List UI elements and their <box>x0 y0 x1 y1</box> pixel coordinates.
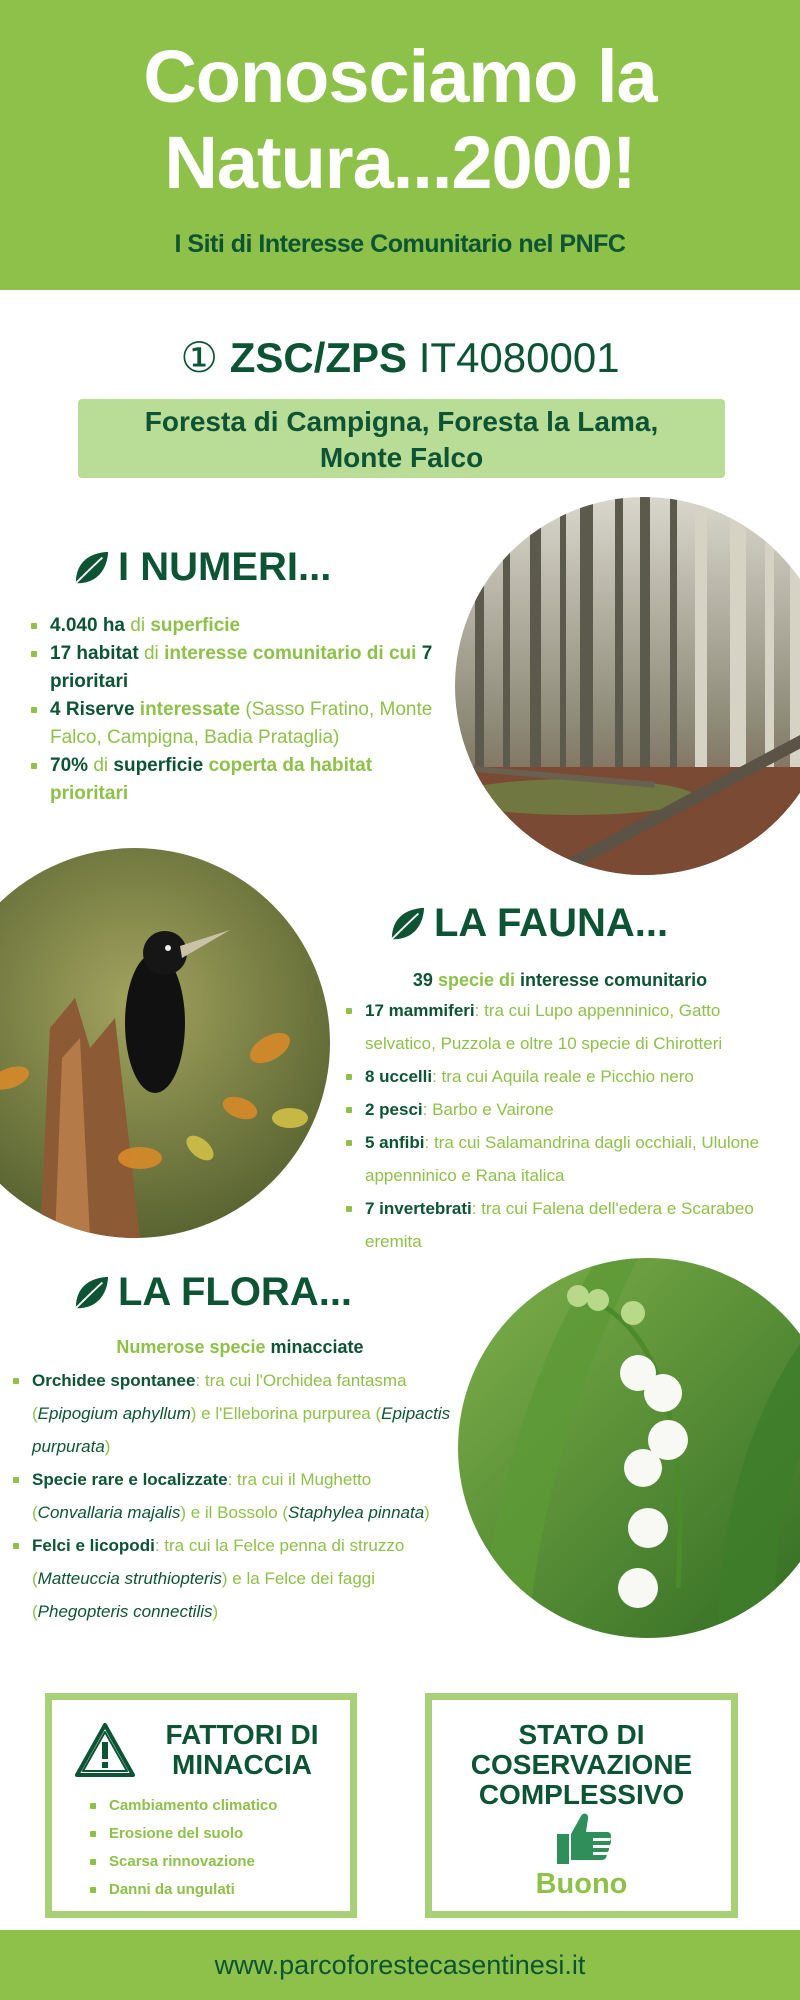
flora-text: : tra cui l'Orchidea fantasma ( <box>32 1371 407 1423</box>
numeri-keyword: superficie <box>150 615 241 636</box>
fauna-list <box>343 994 763 1258</box>
flora-text: : tra cui la Felce penna di struzzo ( <box>32 1536 405 1588</box>
fauna-count: 8 uccelli <box>365 1067 433 1086</box>
flora-group: Specie rare e localizzate <box>32 1470 228 1489</box>
fauna-intro-keyword: interesse comunitario <box>520 970 708 990</box>
site-type: ZSC/ZPS <box>229 334 408 381</box>
flora-latin-name: Staphylea pinnata <box>288 1503 425 1522</box>
numeri-text: coperta da habitat prioritari <box>50 755 373 804</box>
list-item: Cambiamento climatico <box>87 1792 347 1820</box>
numeri-value: 7 prioritari <box>50 643 433 692</box>
flora-intro-keyword: minacciate <box>270 1337 364 1357</box>
forest-photo <box>455 497 800 875</box>
flora-text: : tra cui il Mughetto ( <box>32 1470 372 1522</box>
flora-intro <box>80 1337 400 1358</box>
status-title-line-2: COSERVAZIONE <box>470 1749 693 1780</box>
leaf-icon <box>72 1274 110 1312</box>
status-title <box>432 1720 731 1810</box>
list-item <box>343 1060 763 1093</box>
woodpecker-photo <box>0 848 330 1238</box>
numeri-list <box>28 612 438 808</box>
site-number: ① <box>180 334 219 381</box>
list-item <box>10 1529 460 1628</box>
fauna-intro-text: specie di <box>437 970 515 990</box>
flora-title-text: LA FLORA... <box>118 1270 353 1314</box>
leaf-icon <box>72 549 110 587</box>
list-item <box>343 1126 763 1192</box>
numeri-value: 70% <box>50 755 89 776</box>
flora-list <box>10 1364 460 1628</box>
list-item <box>28 696 438 752</box>
flora-latin-name: Epipogium aphyllum <box>37 1404 191 1423</box>
flora-group: Orchidee spontanee <box>32 1371 196 1390</box>
fauna-text: : tra cui Aquila reale e Picchio nero <box>432 1067 694 1086</box>
flora-text: ) <box>104 1437 111 1456</box>
flora-text: ) <box>424 1503 430 1522</box>
fauna-count: 7 invertebrati <box>365 1199 472 1218</box>
list-item: Scarsa rinnovazione <box>87 1848 347 1876</box>
list-item: Erosione del suolo <box>87 1820 347 1848</box>
conservation-status-box <box>425 1693 738 1918</box>
numeri-keyword: interessate <box>139 699 241 720</box>
numeri-value: 4 Riserve <box>50 699 135 720</box>
website-link[interactable]: www.parcoforestecasentinesi.it <box>214 1950 586 1980</box>
numeri-text: (Sasso Fratino, Monte Falco, Campigna, Badia Prataglia) <box>50 699 433 748</box>
flora-text: ) e il Bossolo ( <box>180 1503 289 1522</box>
fauna-title-text: LA FAUNA... <box>434 901 669 945</box>
list-item <box>343 1192 763 1258</box>
status-title-line-1: STATO DI <box>518 1719 645 1750</box>
status-title-line-3: COMPLESSIVO <box>478 1779 685 1810</box>
numeri-title <box>72 545 331 590</box>
numeri-value: 4.040 ha <box>50 615 125 636</box>
fauna-title <box>388 901 668 946</box>
leaf-icon <box>388 905 426 943</box>
footer-banner <box>0 1930 800 2000</box>
site-name-box <box>78 399 725 478</box>
flora-latin-name: Matteuccia struthiopteris <box>37 1569 222 1588</box>
header-banner <box>0 0 800 290</box>
page-subtitle: I Siti di Interesse Comunitario nel PNFC <box>174 230 626 258</box>
fauna-text: : tra cui Lupo appenninico, Gatto selvatico, Puzzola e oltre 10 specie di Chirotteri <box>365 1001 723 1053</box>
lily-of-the-valley-photo <box>458 1258 800 1638</box>
fauna-text: : Barbo e Vairone <box>422 1100 554 1119</box>
status-value: Buono <box>535 1868 628 1900</box>
threats-list <box>87 1792 347 1904</box>
list-item <box>28 640 438 696</box>
flora-latin-name: Epipactis purpurata <box>32 1404 451 1456</box>
fauna-text: : tra cui Falena dell'edera e Scarabeo eremita <box>365 1199 754 1251</box>
thumbs-up-icon <box>555 1810 613 1866</box>
fauna-count: 2 pesci <box>365 1100 423 1119</box>
flora-text: ) <box>212 1602 219 1621</box>
page-title <box>0 34 800 206</box>
numeri-keyword: superficie <box>113 755 204 776</box>
fauna-text: : tra cui Salamandrina dagli occhiali, Ululone appenninico e Rana italica <box>365 1133 760 1185</box>
site-name-line-2: Monte Falco <box>319 442 484 473</box>
site-code-value: IT4080001 <box>418 334 620 381</box>
threats-title <box>142 1720 342 1780</box>
numeri-text: di cui <box>366 643 417 664</box>
flora-intro-text: Numerose specie <box>116 1337 266 1357</box>
numeri-text: di <box>143 643 159 664</box>
list-item <box>343 994 763 1060</box>
flora-text: ) e l'Elleborina purpurea ( <box>190 1404 382 1423</box>
title-line-2: Natura...2000! <box>164 121 636 204</box>
fauna-intro-count: 39 <box>412 970 433 990</box>
fauna-count: 5 anfibi <box>365 1133 425 1152</box>
threats-box <box>45 1693 357 1918</box>
numeri-value: 17 habitat <box>50 643 139 664</box>
list-item <box>343 1093 763 1126</box>
fauna-count: 17 mammiferi <box>365 1001 475 1020</box>
warning-icon <box>74 1722 136 1778</box>
threats-title-line-2: MINACCIA <box>172 1749 312 1780</box>
numeri-title-text: I NUMERI... <box>118 545 332 589</box>
list-item <box>28 752 438 808</box>
flora-text: ) e la Felce dei faggi ( <box>32 1569 376 1621</box>
flora-group: Felci e licopodi <box>32 1536 155 1555</box>
flora-title <box>72 1270 352 1315</box>
flora-latin-name: Convallaria majalis <box>37 1503 181 1522</box>
list-item <box>10 1463 460 1529</box>
numeri-keyword: interesse comunitario <box>164 643 362 664</box>
numeri-text: di <box>93 755 109 776</box>
site-code <box>0 333 800 382</box>
numeri-text: di <box>130 615 146 636</box>
list-item <box>28 612 438 640</box>
list-item <box>10 1364 460 1463</box>
title-line-1: Conosciamo la <box>143 35 657 118</box>
list-item: Danni da ungulati <box>87 1876 347 1904</box>
fauna-intro <box>340 970 780 991</box>
flora-latin-name: Phegopteris connectilis <box>37 1602 213 1621</box>
threats-title-line-1: FATTORI DI <box>165 1719 319 1750</box>
site-name-line-1: Foresta di Campigna, Foresta la Lama, <box>144 406 659 437</box>
